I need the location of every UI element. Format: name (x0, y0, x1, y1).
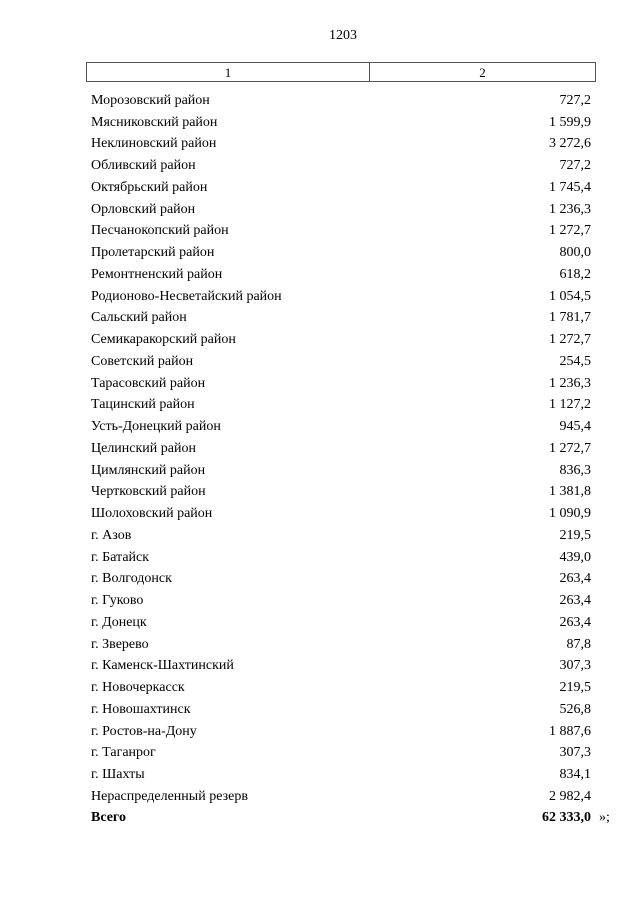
row-value: 263,4 (559, 571, 591, 587)
total-label: Всего (91, 809, 126, 825)
row-name: г. Донецк (91, 614, 147, 630)
row-name: Семикаракорский район (91, 332, 236, 348)
row-value: 800,0 (559, 245, 591, 261)
table-row (91, 590, 591, 612)
row-name: Родионово-Несветайский район (91, 288, 282, 304)
row-name: Морозовский район (91, 92, 210, 108)
row-name: г. Гуково (91, 593, 144, 609)
row-value: 1 127,2 (549, 397, 591, 413)
row-value: 836,3 (559, 462, 591, 478)
table-row (91, 482, 591, 504)
row-value: 834,1 (559, 767, 591, 783)
table-row (91, 199, 591, 221)
row-name: г. Зверево (91, 636, 149, 652)
row-value: 1 272,7 (549, 332, 591, 348)
row-value: 2 982,4 (549, 788, 591, 804)
row-name: Нераспределенный резерв (91, 788, 248, 804)
table-row (91, 743, 591, 765)
row-value: 263,4 (559, 614, 591, 630)
table-row (91, 721, 591, 743)
row-value: 1 599,9 (549, 114, 591, 130)
row-name: Шолоховский район (91, 506, 213, 522)
table-row (91, 416, 591, 438)
table-row (91, 308, 591, 330)
table-row (91, 395, 591, 417)
row-name: Советский район (91, 353, 194, 369)
table-row (91, 503, 591, 525)
row-value: 1 090,9 (549, 506, 591, 522)
table-row (91, 329, 591, 351)
row-value: 87,8 (566, 636, 591, 652)
table-row (91, 525, 591, 547)
table-row (91, 569, 591, 591)
row-value: 526,8 (559, 701, 591, 717)
table-row (91, 460, 591, 482)
row-name: Октябрьский район (91, 179, 208, 195)
header-column-1: 1 (87, 63, 370, 81)
table-row (91, 547, 591, 569)
row-name: Мясниковский район (91, 114, 218, 130)
row-name: г. Новочеркасск (91, 680, 185, 696)
row-value: 219,5 (559, 527, 591, 543)
row-name: г. Новошахтинск (91, 701, 191, 717)
row-name: Обливский район (91, 158, 196, 174)
page-number: 1203 (329, 28, 357, 43)
row-name: Песчанокопский район (91, 223, 229, 239)
row-name: Чертковский район (91, 484, 206, 500)
table-header (86, 62, 596, 82)
row-name: г. Ростов-на-Дону (91, 723, 197, 739)
table-row (91, 155, 591, 177)
table-row (91, 221, 591, 243)
row-name: Орловский район (91, 201, 196, 217)
row-name: Сальский район (91, 310, 187, 326)
table-row (91, 351, 591, 373)
row-value: 1 781,7 (549, 310, 591, 326)
table-row (91, 264, 591, 286)
row-name: г. Таганрог (91, 745, 156, 761)
row-value: 1 054,5 (549, 288, 591, 304)
row-value: 618,2 (559, 266, 591, 282)
row-value: 945,4 (559, 419, 591, 435)
row-value: 307,3 (559, 745, 591, 761)
row-value: 1 381,8 (549, 484, 591, 500)
row-value: 219,5 (559, 680, 591, 696)
table-row (91, 242, 591, 264)
row-value: 1 272,7 (549, 440, 591, 456)
row-name: Целинский район (91, 440, 196, 456)
row-value: 727,2 (559, 92, 591, 108)
table-row (91, 699, 591, 721)
row-name: г. Каменск-Шахтинский (91, 658, 234, 674)
row-value: 307,3 (559, 658, 591, 674)
table-row (91, 764, 591, 786)
row-name: Ремонтненский район (91, 266, 223, 282)
row-name: г. Батайск (91, 549, 150, 565)
row-value: 1 236,3 (549, 375, 591, 391)
header-column-2: 2 (479, 64, 486, 80)
table-row (91, 286, 591, 308)
row-value: 1 887,6 (549, 723, 591, 739)
row-name: Тарасовский район (91, 375, 206, 391)
row-name: Тацинский район (91, 397, 195, 413)
row-value: 3 272,6 (549, 136, 591, 152)
closing-quote: »; (599, 809, 610, 825)
table-row (91, 656, 591, 678)
total-value: 62 333,0 (542, 809, 591, 825)
row-value: 1 236,3 (549, 201, 591, 217)
table-row (91, 90, 591, 112)
row-value: 254,5 (559, 353, 591, 369)
row-name: Пролетарский район (91, 245, 215, 261)
row-value: 263,4 (559, 593, 591, 609)
table-row (91, 177, 591, 199)
row-value: 1 272,7 (549, 223, 591, 239)
row-value: 439,0 (559, 549, 591, 565)
table-row (91, 786, 591, 808)
row-name: г. Азов (91, 527, 132, 543)
row-name: г. Шахты (91, 767, 145, 783)
row-value: 727,2 (559, 158, 591, 174)
table-body (91, 90, 591, 808)
table-row (91, 677, 591, 699)
table-row (91, 134, 591, 156)
row-name: Цимлянский район (91, 462, 206, 478)
row-value: 1 745,4 (549, 179, 591, 195)
row-name: Неклиновский район (91, 136, 217, 152)
table-row (91, 373, 591, 395)
table-row (91, 438, 591, 460)
table-row (91, 112, 591, 134)
row-name: Усть-Донецкий район (91, 419, 221, 435)
row-name: г. Волгодонск (91, 571, 172, 587)
table-row (91, 612, 591, 634)
table-row (91, 634, 591, 656)
total-row (91, 807, 611, 828)
